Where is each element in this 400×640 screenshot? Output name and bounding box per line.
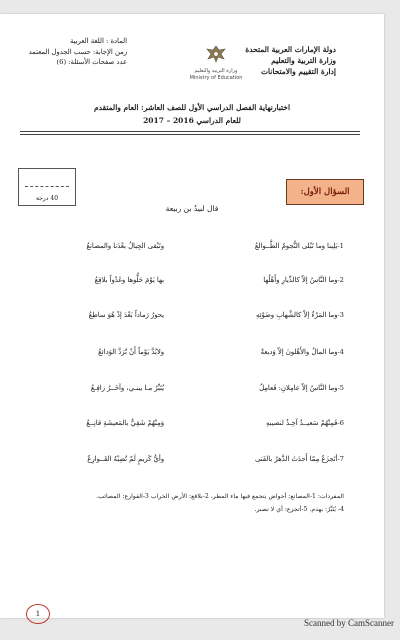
verse-first-hemistich: 5-وما النَّاسُ إلاّ عامِلانِ: فَعامِلٌ [259,384,344,392]
verse-first-hemistich: 2-وما النَّاسُ إلاّ كالدِّيارِ وأَهْلُها [263,276,344,284]
vocab-line: 4- يُتَبِّرُ: يهدم. 5-أتجزع: أي لا تصبر. [254,506,344,513]
verse-line [14,311,344,325]
verse-second-hemistich: ولابُدَّ يَوْماً أَنْ تُرَدَّ الوَدائعُ [98,348,164,356]
page-number: 1 [26,604,50,624]
marks-total: 40 درجة [35,195,59,202]
header-right-line: وزارة التربية والتعليم [271,56,336,65]
verse-second-hemistich: وَمِنْهُمْ شَقِيٌّ بالمَعيشَةِ قانِــعُ [86,419,164,427]
verse-second-hemistich: يُتَبِّرُ مـا يبنـي، وآخَــرُ رافِـعُ [90,384,164,392]
header-left-line: عدد صفحات الأسئلة: (6) [56,58,127,66]
verse-second-hemistich: وتَبْقى الجِبالُ بعْدَنا والمصانعُ [86,242,164,250]
exam-title: اختبارنهاية الفصل الدراسي الأول للصف العاشر: العام والمتقدم [93,103,291,112]
verse-first-hemistich: 3-وما المَرْءُ إلاّ كالشِّهابِ وضَوْئِهِ [255,311,344,319]
scanner-watermark: Scanned by CamScanner [304,618,394,628]
verse-second-hemistich: بها يَوْمَ حَلُّوها وغَدْواً بلاقِعُ [94,276,164,284]
header-rule [20,134,360,135]
verse-line [14,348,344,362]
header-left-line: المادة : اللغة العربية [69,37,127,45]
verse-second-hemistich: وأيُّ كَريمٍ لَمْ تُصِبْهُ القَــوارِعُ [87,455,164,463]
verse-first-hemistich: 1-بَلِينا وما تَبْلى النُّجومُ الطَّــوالعُ [254,242,344,250]
header-rule [20,131,360,132]
logo-english-text: Ministry of Education [189,74,243,81]
verse-second-hemistich: يحورُ رَماداً بَعْدَ إذْ هُوَ ساطِعُ [88,311,164,319]
vocabulary-notes [14,490,344,516]
verse-line [14,419,344,433]
emblem-icon [205,44,227,64]
verse-line [14,455,344,469]
verse-line [14,384,344,398]
verse-line [14,276,344,290]
header-right-line: إدارة التقييم والامتحانات [260,67,336,76]
logo-arabic-text: وزارة التربية والتعليم [194,68,238,74]
vocab-line: المفردات: 1-المصانع: أحواض يتجمع فيها ماء المطر، 2-بلاقع: الأرض الخراب 3-القوارع: المصائب. [96,493,344,500]
poet-line: قال لبيدُ بن ربيعة [165,204,219,213]
verse-first-hemistich: 4-وما المالُ والأَهْلونَ إلاّ وَديعةٌ [260,348,344,356]
header-right-line: دولة الإمارات العربية المتحدة [245,45,336,54]
marks-box [18,168,76,206]
header-left-line: زمن الإجابة: حسب الجدول المعتمد [28,47,127,56]
verse-first-hemistich: 6-فَمِنْهُمْ سَعيــدٌ آخِـذٌ لنصيبهِ [266,419,344,427]
exam-page [0,14,384,618]
verse-first-hemistich: 7-أتَجزَعُ مِمّا أَحدَثَ الدَّهرُ بالفَتى [255,455,344,463]
verse-line [14,242,344,256]
ministry-logo [186,44,246,81]
subject-info [12,36,127,68]
exam-year: للعام الدراسي 2016 – 2017 [143,116,241,125]
question-heading: السؤال الأول: [286,179,364,205]
score-dash-line [25,186,69,187]
